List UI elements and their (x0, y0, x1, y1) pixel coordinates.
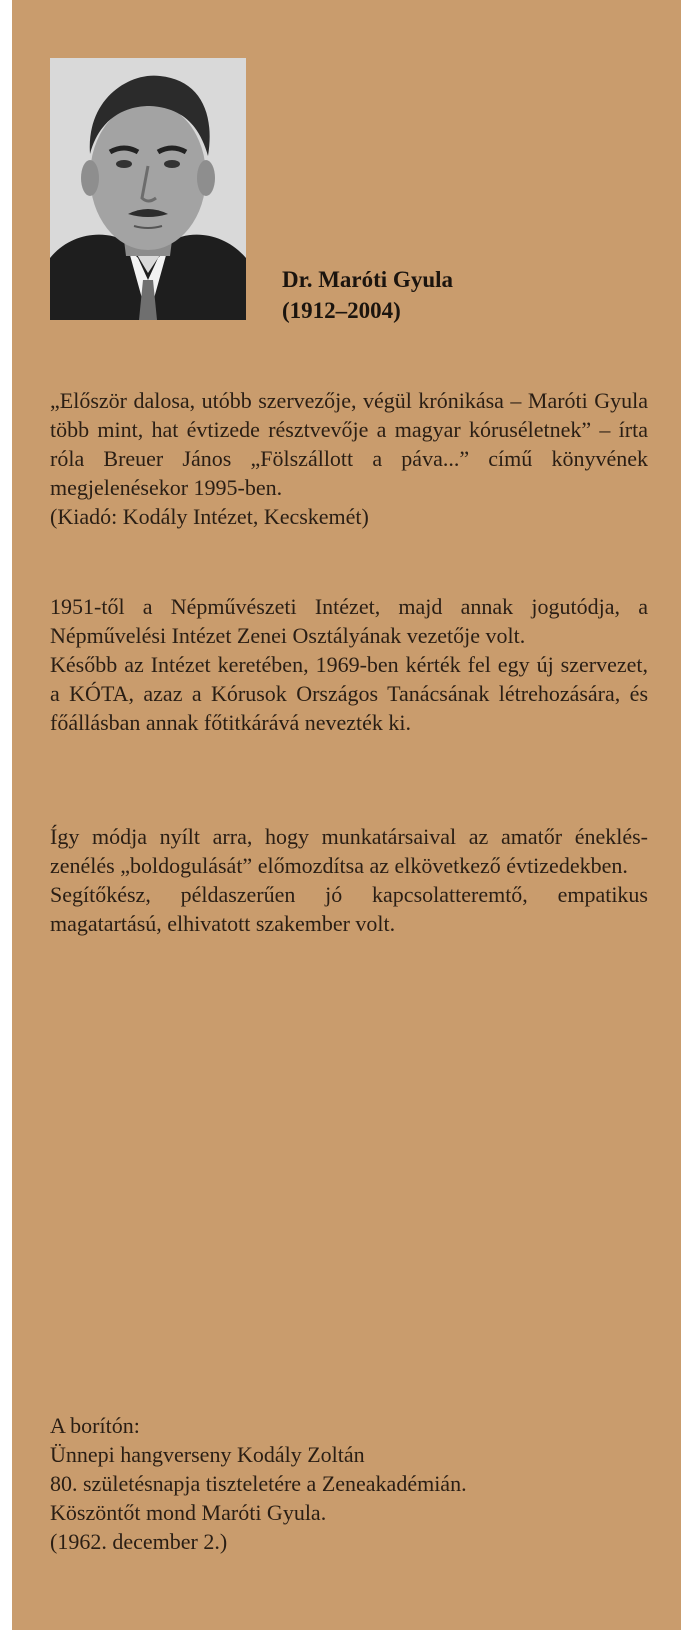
cover-caption-line: 80. születésnapja tiszteletére a Zeneakadémián. (50, 1471, 467, 1496)
kota-paragraph: Később az Intézet keretében, 1969-ben kérték fel egy új szervezet, a KÓTA, azaz a Kórusok Országos Tanácsának létrehozására, és főállásban annak főtitkárává nevezték ki. (50, 652, 648, 735)
cover-caption-date: (1962. december 2.) (50, 1529, 228, 1554)
person-years: (1912–2004) (282, 298, 401, 323)
quote-paragraph-block (50, 386, 648, 531)
legacy-paragraph: Így módja nyílt arra, hogy munkatársaival az amatőr éneklés-zenélés „boldogulását” előmozdítsa az elkövetkező évtizedekben. (50, 824, 648, 878)
book-back-cover (12, 0, 681, 1630)
career-paragraph-block (50, 592, 648, 737)
character-paragraph: Segítőkész, példaszerűen jó kapcsolatteremtő, empatikus magatartású, elhivatott szakember volt. (50, 882, 648, 936)
portrait-photo-drawing (50, 58, 246, 320)
cover-caption-line: Köszöntőt mond Maróti Gyula. (50, 1500, 327, 1525)
person-caption (282, 264, 453, 326)
portrait-photo (50, 58, 246, 320)
cover-caption-label: A borítón: (50, 1413, 140, 1438)
cover-caption (50, 1411, 670, 1556)
cover-caption-line: Ünnepi hangverseny Kodály Zoltán (50, 1442, 365, 1467)
quote-paragraph: „Először dalosa, utóbb szervezője, végül krónikása – Maróti Gyula több mint, hat évtizede résztvevője a magyar kóruséletnek” – írta róla Breuer János „Fölszállott a páva...” című könyvének megjelenésekor 1995-ben. (50, 388, 648, 500)
legacy-paragraph-block (50, 822, 648, 938)
career-paragraph: 1951-től a Népművészeti Intézet, majd annak jogutódja, a Népművelési Intézet Zenei Osztályának vezetője volt. (50, 594, 648, 648)
publisher-note: (Kiadó: Kodály Intézet, Kecskemét) (50, 504, 369, 529)
person-name: Dr. Maróti Gyula (282, 267, 453, 292)
